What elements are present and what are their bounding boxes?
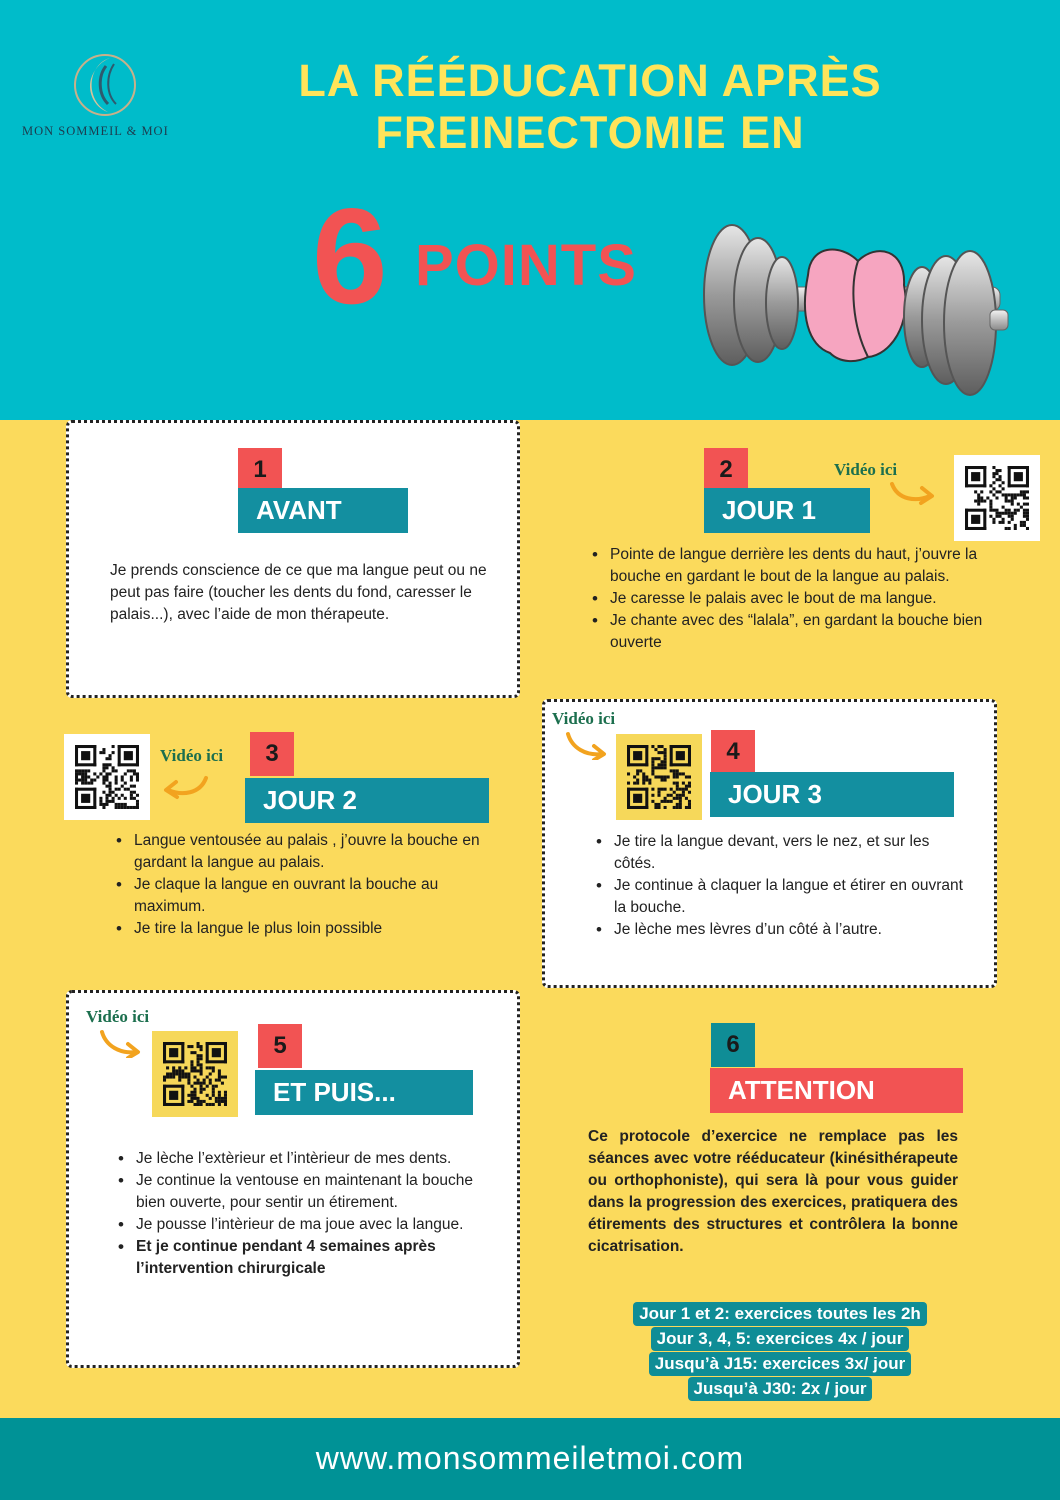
section-3-bullet: • Langue ventousée au palais , j’ouvre la bouche en gardant la langue au palais. (114, 830, 494, 874)
section-3-bullet: • Je claque la langue en ouvrant la bouche au maximum. (114, 874, 494, 918)
schedule-item: Jusqu’à J30: 2x / jour (688, 1377, 873, 1401)
section-2-bullet: • Je chante avec des “lalala”, en gardant la bouche bien ouverte (590, 610, 1010, 654)
section-5-video-label: Vidéo ici (86, 1007, 150, 1026)
brand-name: MON SOMMEIL & MOI (22, 124, 169, 138)
section-4-qr-code[interactable] (616, 734, 702, 820)
section-3-title: JOUR 2 (245, 778, 489, 823)
section-4-bullet: • Je tire la langue devant, vers le nez, et sur les côtés. (594, 831, 974, 875)
title-line-1: LA RÉÉDUCATION APRÈS (298, 55, 882, 106)
section-3-qr-code[interactable] (64, 734, 150, 820)
schedule-list (600, 1302, 960, 1402)
section-1-card (66, 420, 520, 698)
points-word: POINTS (415, 233, 637, 298)
section-2-qr-code[interactable] (954, 455, 1040, 541)
section-3-number: 3 (250, 732, 294, 776)
section-4-bullet: • Je continue à claquer la langue et étirer en ouvrant la bouche. (594, 875, 974, 919)
section-5-bullet: • Je pousse l’intèrieur de ma joue avec la langue. (116, 1214, 496, 1236)
section-6-title: ATTENTION (710, 1068, 963, 1113)
section-5-qr-code[interactable] (152, 1031, 238, 1117)
qr-code-icon (627, 745, 691, 809)
section-4-list (594, 831, 974, 941)
qr-code-icon (75, 745, 139, 809)
section-4-video-label: Vidéo ici (552, 709, 616, 728)
section-2-bullet: • Pointe de langue derrière les dents du haut, j’ouvre la bouche en gardant le bout de la langue au palais. (590, 544, 1010, 588)
section-5-number: 5 (258, 1024, 302, 1068)
section-3-arrow-icon (160, 772, 210, 802)
section-5-bullet: • Je lèche l’extèrieur et l’intèrieur de mes dents. (116, 1148, 496, 1170)
section-3-bullet: • Je tire la langue le plus loin possible (114, 918, 494, 940)
qr-code-icon (965, 466, 1029, 530)
section-2-title: JOUR 1 (704, 488, 870, 533)
section-2-bullet: • Je caresse le palais avec le bout de ma langue. (590, 588, 1010, 610)
section-1-text: Je prends conscience de ce que ma langue peut ou ne peut pas faire (toucher les dents du fond, caresser le palais...), avec l’aide de mon thérapeute. (110, 562, 487, 623)
section-6-warning-text: Ce protocole d’exercice ne remplace pas les séances avec votre rééducateur (kinésithérapeute ou orthophoniste), qui sera là pour vous guider dans la progression des exercices, pratiquera des étirements des structures et contrôlera la bonne cicatrisation. (588, 1128, 958, 1255)
section-1-title: AVANT (238, 488, 408, 533)
section-6-number: 6 (711, 1023, 755, 1067)
section-4-number: 4 (711, 730, 755, 774)
section-4-bullet: • Je lèche mes lèvres d’un côté à l’autre. (594, 919, 974, 941)
schedule-item: Jusqu’à J15: exercices 3x/ jour (649, 1352, 911, 1376)
schedule-item: Jour 3, 4, 5: exercices 4x / jour (651, 1327, 910, 1351)
section-3-list (114, 830, 494, 940)
moon-logo-icon (70, 50, 140, 120)
qr-code-icon (163, 1042, 227, 1106)
section-3-video-label: Vidéo ici (160, 746, 224, 765)
section-5-list (116, 1148, 496, 1280)
section-2-video-label: Vidéo ici (834, 460, 898, 479)
section-1-number: 1 (238, 448, 282, 492)
section-5-bullet: • Je continue la ventouse en maintenant la bouche bien ouverte, pour sentir un étirement. (116, 1170, 496, 1214)
title-line-2: FREINECTOMIE EN (375, 107, 805, 158)
section-4-title: JOUR 3 (710, 772, 954, 817)
section-4-arrow-icon (562, 730, 612, 760)
section-5-title: ET PUIS... (255, 1070, 473, 1115)
page-title (200, 55, 980, 159)
footer-url[interactable]: www.monsommeiletmoi.com (315, 1440, 745, 1476)
schedule-item: Jour 1 et 2: exercices toutes les 2h (633, 1302, 927, 1326)
section-2-list (590, 544, 1010, 654)
dumbbell-icon (690, 205, 1010, 405)
section-2-arrow-icon (888, 478, 938, 508)
section-2-number: 2 (704, 448, 748, 492)
big-number: 6 (312, 180, 388, 332)
section-5-bullet: • Et je continue pendant 4 semaines après l’intervention chirurgicale (116, 1236, 496, 1280)
section-5-arrow-icon (96, 1028, 146, 1058)
